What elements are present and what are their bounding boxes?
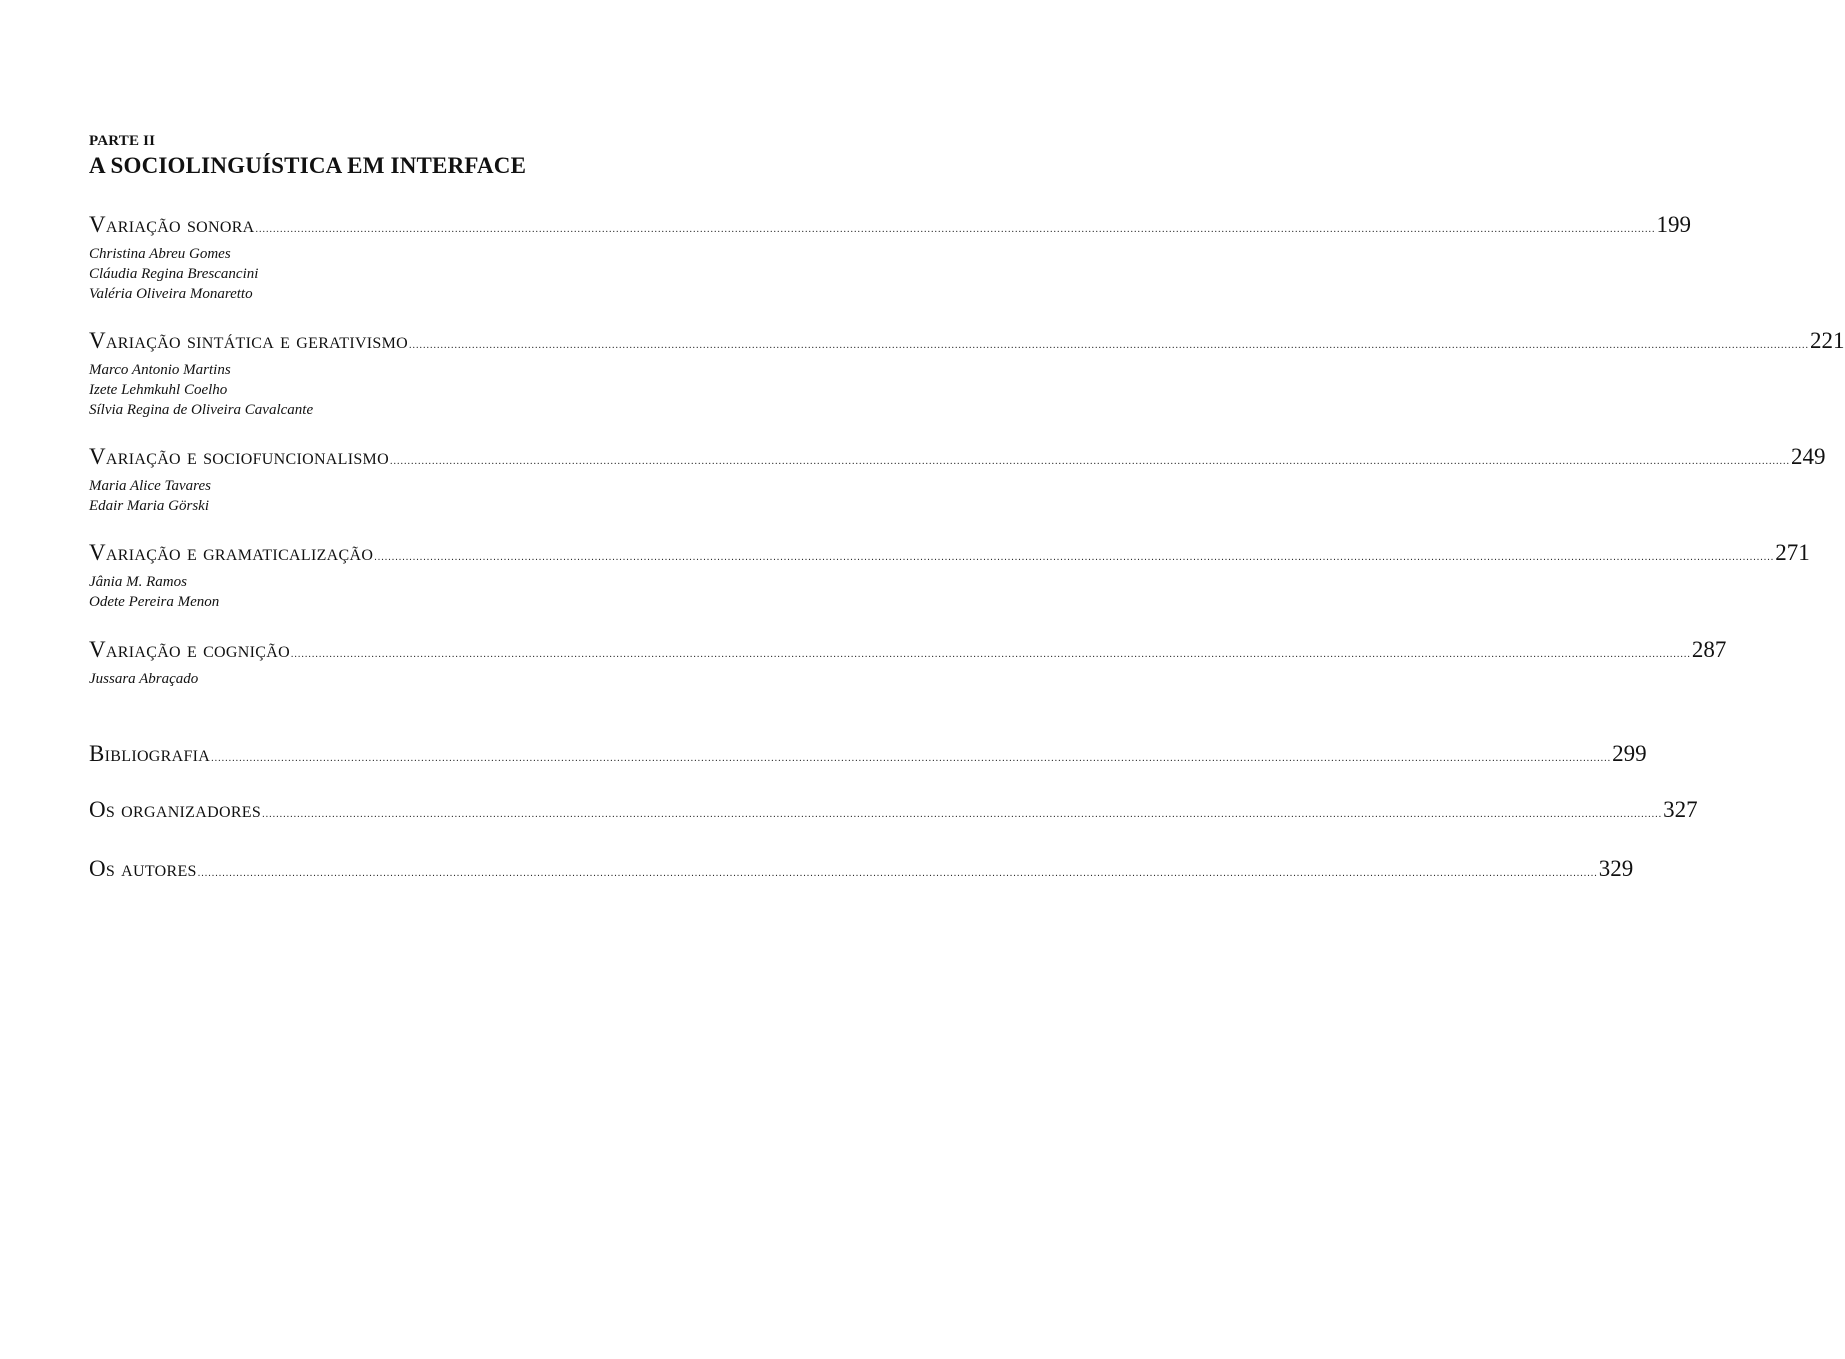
dot-leader: ................................................................................................................................................................................................................................................................................................................................................................................................................ — [409, 340, 1810, 351]
toc-entry-line — [89, 211, 1692, 244]
author-list — [89, 669, 838, 689]
toc-entry-line — [89, 740, 1647, 773]
author-name: Jânia M. Ramos — [89, 574, 187, 590]
page-number: 221 — [1810, 328, 1845, 353]
toc-entry-variacao-gramaticalizacao[interactable] — [89, 539, 1810, 612]
page-number: 249 — [1790, 444, 1826, 469]
dot-leader: ................................................................................................................................................................................................................................................................................................................................................................................................................ — [262, 809, 1663, 820]
author-name: Christina Abreu Gomes — [89, 246, 231, 262]
toc-entry-line — [89, 855, 1634, 888]
part-label: PARTE II — [89, 133, 156, 149]
toc-entry-line — [89, 796, 1698, 829]
toc-entry-os-autores[interactable] — [89, 855, 1634, 888]
page-number: 287 — [1691, 637, 1727, 662]
page-number: 329 — [1598, 856, 1634, 881]
chapter-title: Variação e gramaticalização — [89, 540, 374, 565]
section-title: Bibliografia — [89, 741, 211, 766]
chapter-title: Variação e sociofuncionalismo — [89, 444, 389, 469]
author-name: Edair Maria Görski — [89, 498, 209, 514]
author-name: Cláudia Regina Brescancini — [89, 266, 259, 282]
page-number: 327 — [1663, 797, 1698, 822]
page-number: 199 — [1656, 212, 1692, 237]
author-name: Izete Lehmkuhl Coelho — [89, 382, 228, 398]
page-number: 299 — [1612, 741, 1647, 766]
page-number: 271 — [1775, 540, 1810, 565]
author-list — [89, 360, 838, 420]
author-name: Valéria Oliveira Monaretto — [89, 286, 253, 302]
toc-entry-line — [89, 636, 1727, 669]
author-name: Odete Pereira Menon — [89, 594, 220, 610]
toc-entry-variacao-sociofuncionalismo[interactable] — [89, 443, 1826, 516]
toc-entry-variacao-sintatica[interactable] — [89, 327, 1845, 420]
dot-leader: ................................................................................................................................................................................................................................................................................................................................................................................................................ — [197, 868, 1598, 879]
chapter-title: Variação e cognição — [89, 637, 290, 662]
toc-entry-line — [89, 443, 1826, 476]
section-title: Os organizadores — [89, 797, 262, 822]
author-list — [89, 476, 838, 516]
toc-entry-variacao-cognicao[interactable] — [89, 636, 1727, 689]
author-name: Jussara Abraçado — [89, 671, 199, 687]
chapter-title: Variação sonora — [89, 212, 255, 237]
toc-entry-line — [89, 539, 1810, 572]
part-title: A SOCIOLINGUÍSTICA EM INTERFACE — [89, 153, 527, 178]
section-title: Os autores — [89, 856, 197, 881]
dot-leader: ................................................................................................................................................................................................................................................................................................................................................................................................................ — [255, 224, 1656, 235]
author-list — [89, 244, 838, 304]
dot-leader: ................................................................................................................................................................................................................................................................................................................................................................................................................ — [290, 649, 1691, 660]
author-name: Marco Antonio Martins — [89, 362, 231, 378]
toc-entry-variacao-sonora[interactable] — [89, 211, 1692, 304]
chapter-title: Variação sintática e gerativismo — [89, 328, 409, 353]
toc-entry-line — [89, 327, 1845, 360]
toc-entry-bibliografia[interactable] — [89, 740, 1647, 773]
toc-entry-os-organizadores[interactable] — [89, 796, 1698, 829]
dot-leader: ................................................................................................................................................................................................................................................................................................................................................................................................................ — [211, 753, 1612, 764]
author-name: Sílvia Regina de Oliveira Cavalcante — [89, 402, 314, 418]
author-list — [89, 572, 838, 612]
dot-leader: ................................................................................................................................................................................................................................................................................................................................................................................................................ — [389, 456, 1790, 467]
dot-leader: ................................................................................................................................................................................................................................................................................................................................................................................................................ — [374, 552, 1775, 563]
author-name: Maria Alice Tavares — [89, 478, 211, 494]
